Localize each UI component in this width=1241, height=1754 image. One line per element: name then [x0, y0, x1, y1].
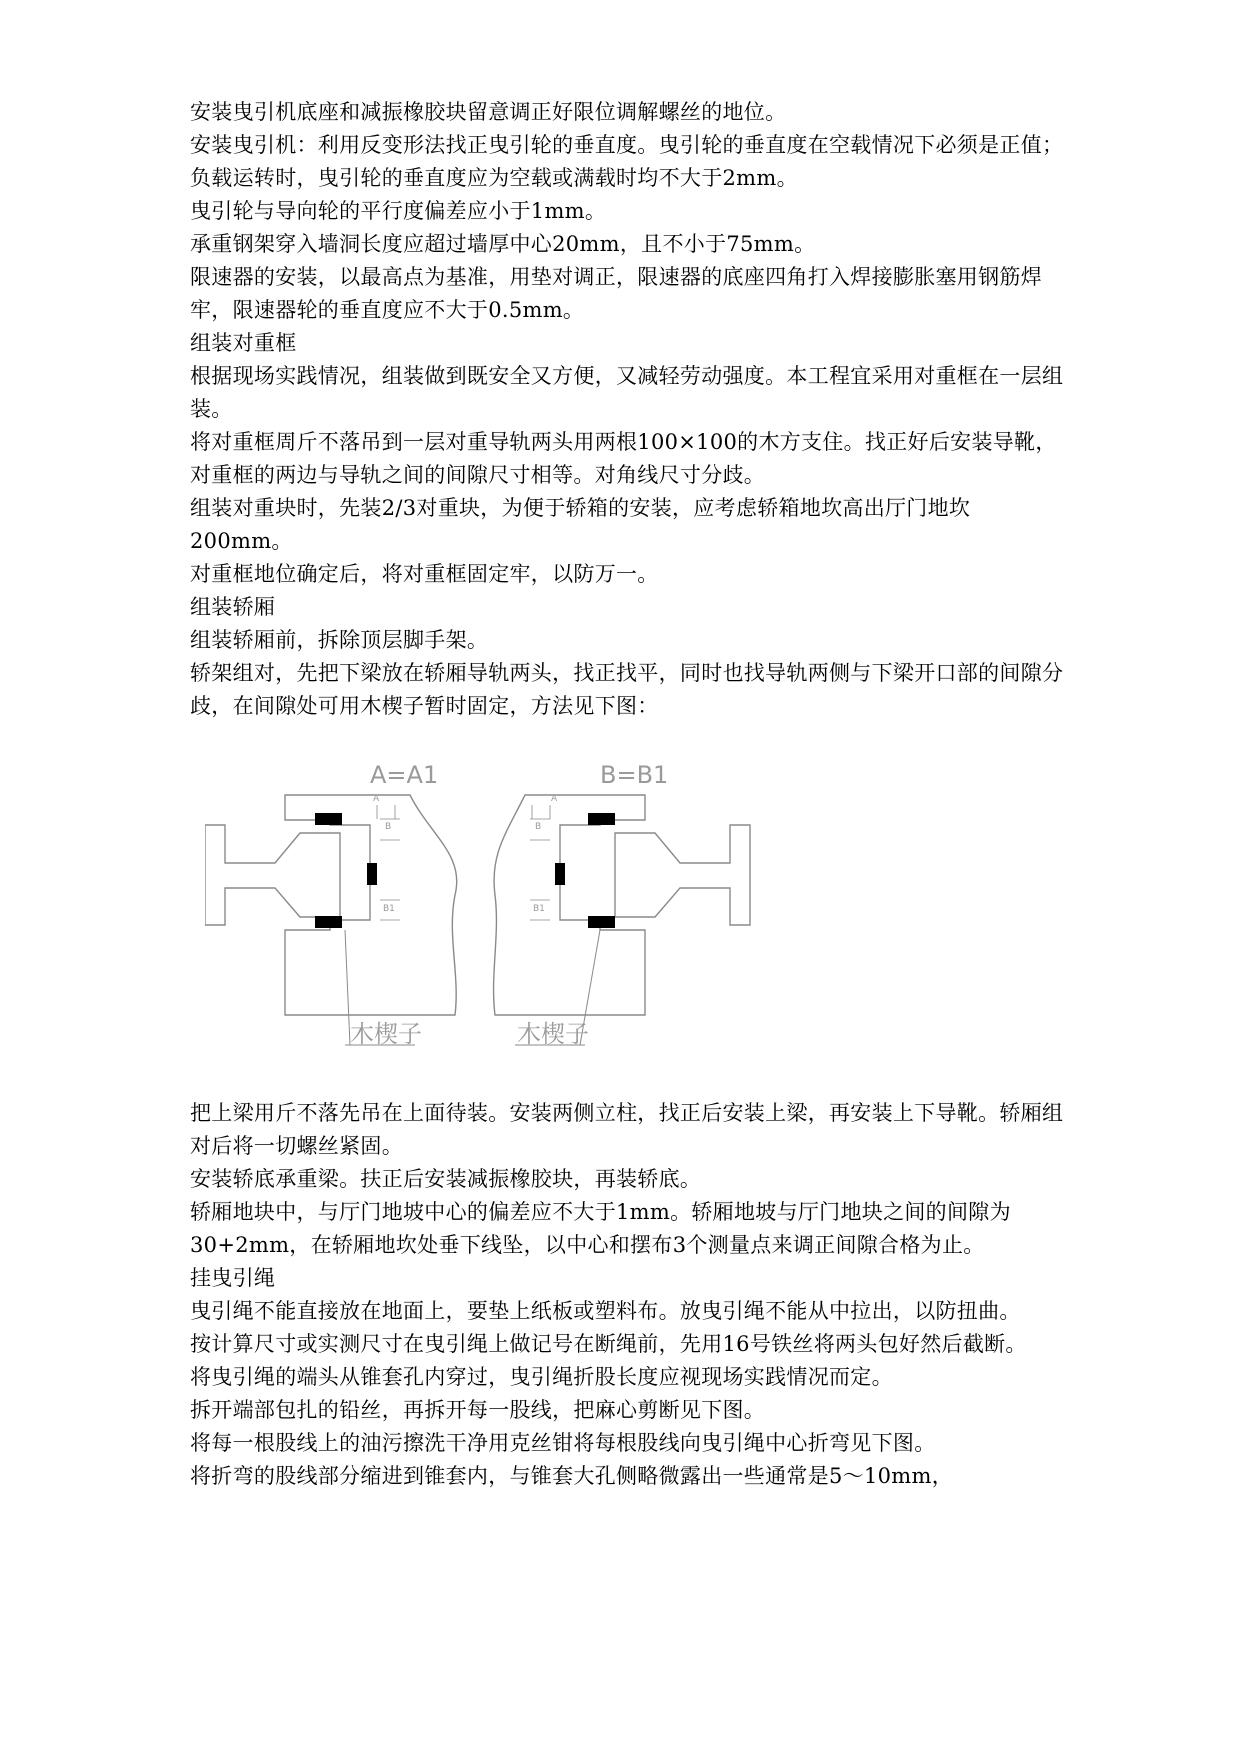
paragraph: 把上梁用斤不落先吊在上面待装。安装两侧立柱，找正后安装上梁，再安装上下导靴。轿厢组对后将一切螺丝紧固。: [190, 1101, 1064, 1158]
paragraph: 限速器的安装，以最高点为基准，用垫对调正，限速器的底座四角打入焊接膨胀塞用钢筋焊牢，限速器轮的垂直度应不大于0.5mm。: [190, 265, 1042, 322]
section-heading: 挂曳引绳: [190, 1266, 276, 1290]
dim-label-b1: B1: [383, 904, 395, 914]
right-wedge-side: [555, 863, 565, 885]
paragraph: 轿架组对，先把下梁放在轿厢导轨两头，找正找平，同时也找导轨两侧与下梁开口部的间隙分歧，在间隙处可用木楔子暂时固定，方法见下图：: [190, 661, 1064, 718]
dim-label-b: B: [385, 822, 392, 832]
wedge-diagram-svg: [205, 745, 845, 1085]
dim-label-b1-right: B1: [533, 904, 545, 914]
paragraph: 安装轿底承重梁。扶正后安装减振橡胶块，再装轿底。: [190, 1167, 702, 1191]
paragraph: 拆开端部包扎的铅丝，再拆开每一股线，把麻心剪断见下图。: [190, 1398, 766, 1422]
paragraph: 曳引轮与导向轮的平行度偏差应小于1mm。: [190, 199, 607, 223]
right-wedge-top: [588, 813, 615, 825]
paragraph: 承重钢架穿入墙洞长度应超过墙厚中心20mm，且不小于75mm。: [190, 232, 816, 256]
right-wedge-label: 木楔子: [517, 1020, 589, 1048]
paragraph: 对重框地位确定后，将对重框固定牢，以防万一。: [190, 562, 659, 586]
dim-label-a: A: [373, 794, 380, 804]
left-wedge-bottom: [315, 916, 342, 928]
paragraph: 将对重框周斤不落吊到一层对重导轨两头用两根100×100的木方支住。找正好后安装导靴，对重框的两边与导轨之间的间隙尺寸相等。对角线尺寸分歧。: [190, 430, 1057, 487]
wedge-diagram: [205, 745, 845, 1085]
paragraph: 按计算尺寸或实测尺寸在曳引绳上做记号在断绳前，先用16号铁丝将两头包好然后截断。: [190, 1332, 1027, 1356]
paragraph: 根据现场实践情况，组装做到既安全又方便，又减轻劳动强度。本工程宜采用对重框在一层组装。: [190, 364, 1064, 421]
left-guide-rail: [205, 825, 340, 925]
right-title: B=B1: [600, 761, 669, 789]
right-guide-rail: [615, 825, 750, 925]
dim-label-a-right: A: [551, 794, 558, 804]
paragraph: 将曳引绳的端头从锥套孔内穿过，曳引绳折股长度应视现场实践情况而定。: [190, 1365, 893, 1389]
left-wedge-top: [315, 813, 342, 825]
section-heading: 组装轿厢: [190, 595, 276, 619]
right-beam: [494, 795, 645, 1015]
left-title: A=A1: [370, 761, 439, 789]
paragraph: 组装轿厢前，拆除顶层脚手架。: [190, 628, 489, 652]
text-block-bottom: [190, 1097, 1070, 1493]
text-block-top: [190, 96, 1070, 723]
dim-label-b-right: B: [535, 822, 542, 832]
paragraph: 轿厢地块中，与厅门地坡中心的偏差应不大于1mm。轿厢地坡与厅门地块之间的间隙为30+2mm，在轿厢地坎处垂下线坠，以中心和摆布3个测量点来调正间隙合格为止。: [190, 1200, 1011, 1257]
left-wedge-label: 木楔子: [350, 1020, 422, 1048]
paragraph: 曳引绳不能直接放在地面上，要垫上纸板或塑料布。放曳引绳不能从中拉出，以防扭曲。: [190, 1299, 1021, 1323]
paragraph: 将每一根股线上的油污擦洗干净用克丝钳将每根股线向曳引绳中心折弯见下图。: [190, 1431, 936, 1455]
section-heading: 组装对重框: [190, 331, 297, 355]
right-wedge-bottom: [588, 916, 615, 928]
paragraph: 组装对重块时，先装2/3对重块，为便于轿箱的安装，应考虑轿箱地坎高出厅门地坎200mm。: [190, 496, 971, 553]
left-beam: [285, 795, 457, 1015]
paragraph: 安装曳引机底座和减振橡胶块留意调正好限位调解螺丝的地位。: [190, 100, 787, 124]
paragraph: 安装曳引机：利用反变形法找正曳引轮的垂直度。曳引轮的垂直度在空载情况下必须是正值；负载运转时，曳引轮的垂直度应为空载或满载时均不大于2mm。: [190, 133, 1064, 190]
paragraph: 将折弯的股线部分缩进到锥套内，与锥套大孔侧略微露出一些通常是5～10mm，: [190, 1464, 954, 1488]
left-wedge-side: [367, 863, 377, 885]
